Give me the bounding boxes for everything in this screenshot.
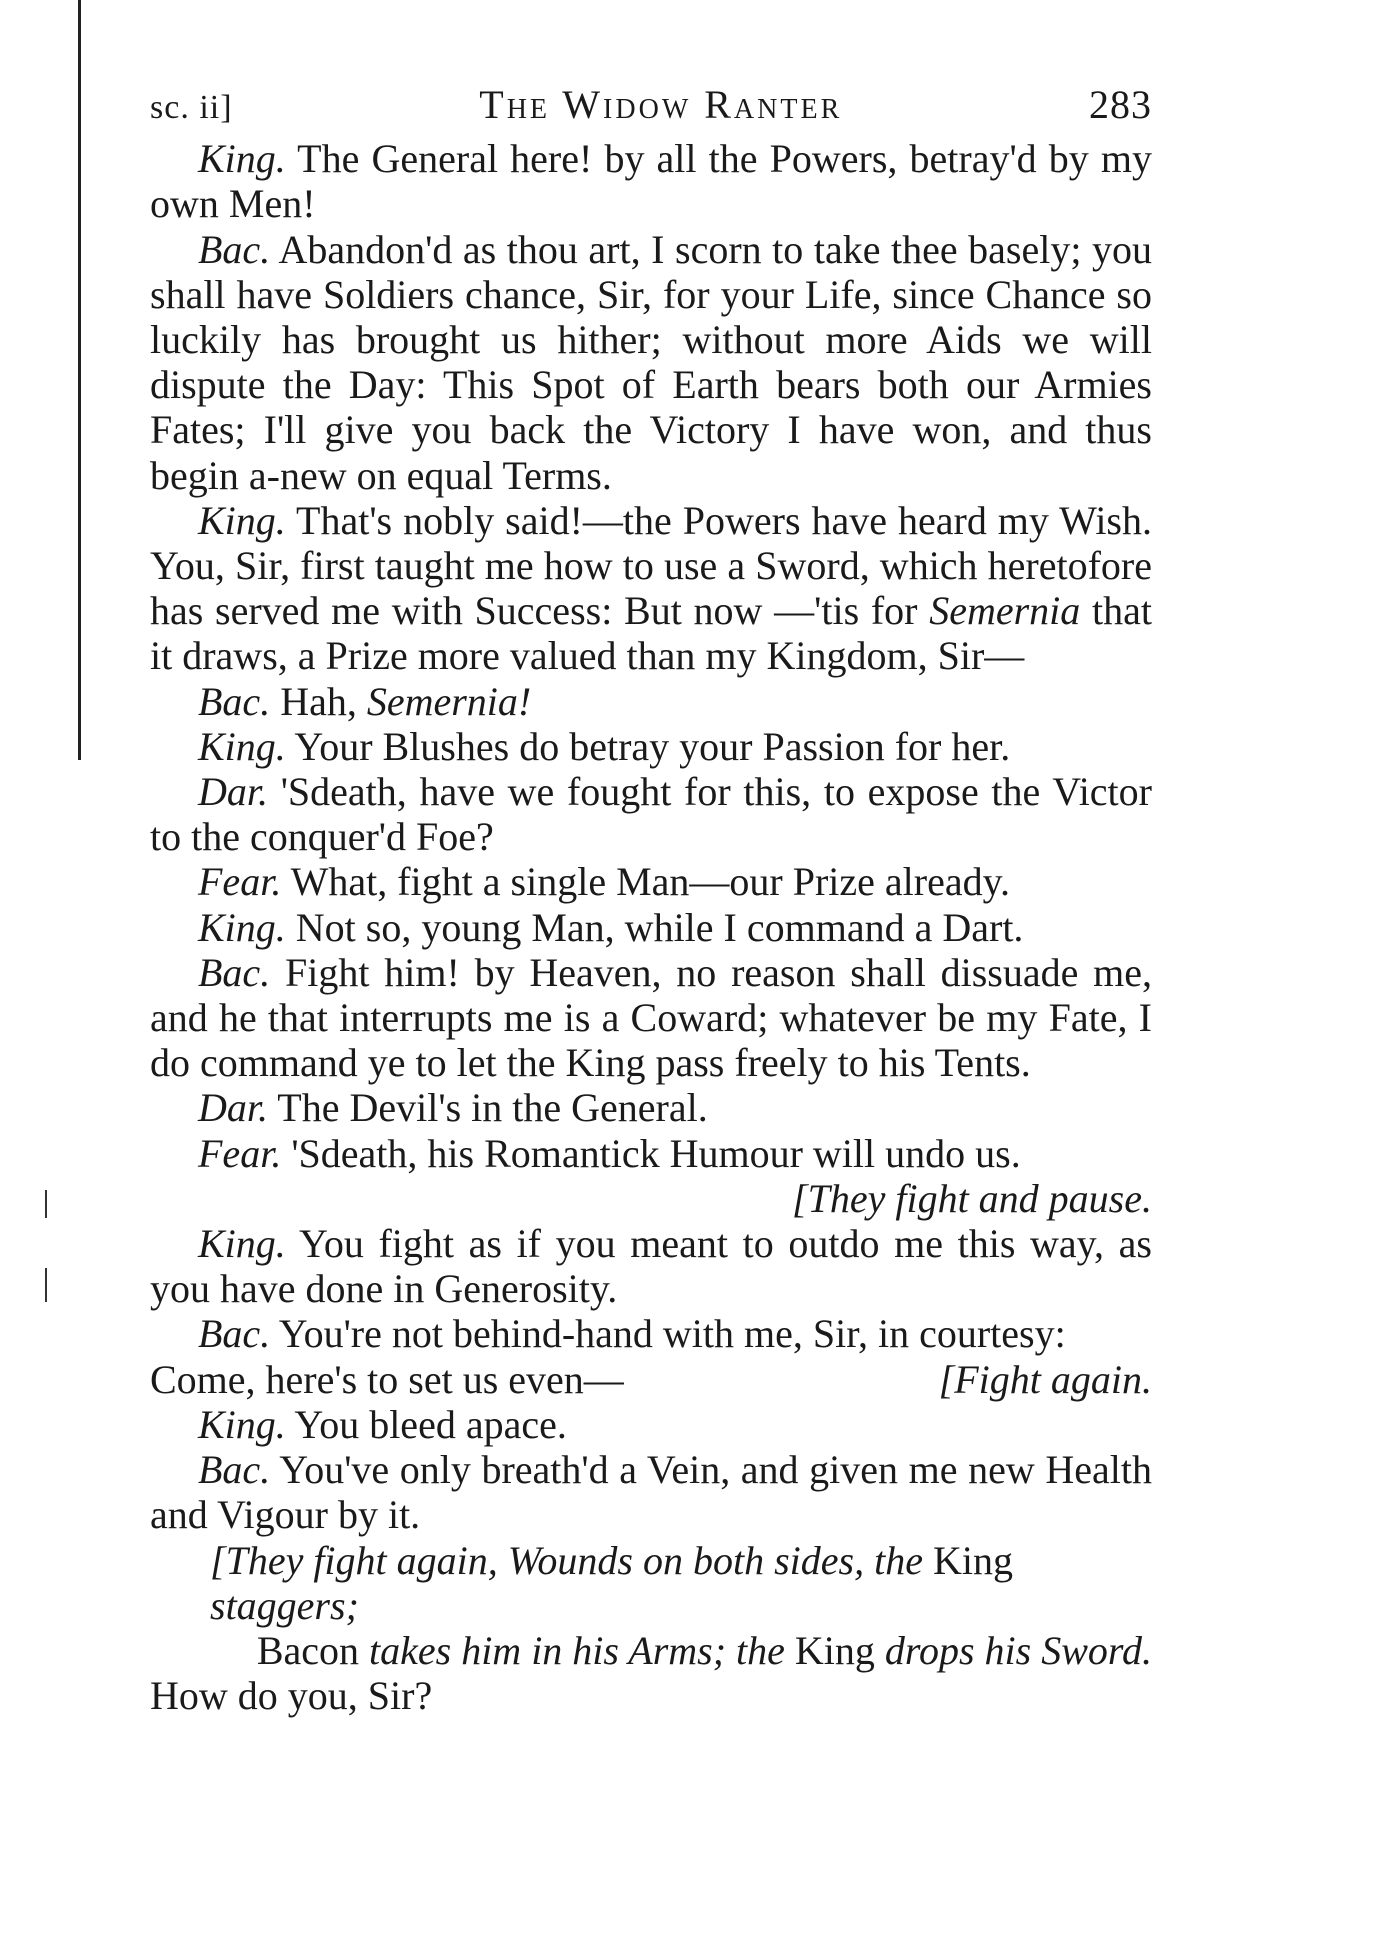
speaker: King. bbox=[198, 1221, 286, 1267]
speaker: King. bbox=[198, 136, 286, 182]
speaker: King. bbox=[198, 723, 286, 769]
speech-text: Come, here's to set us even— bbox=[150, 1356, 624, 1402]
speech-text: What, fight a single Man—our Prize already. bbox=[281, 859, 1010, 905]
speaker: King. bbox=[198, 497, 286, 543]
header-scene: sc. ii] bbox=[150, 89, 233, 126]
page-edge-line bbox=[78, 0, 81, 760]
speaker: Bac. bbox=[198, 1447, 271, 1493]
speech-text: 'Sdeath, his Romantick Humour will undo us. bbox=[281, 1130, 1021, 1176]
running-header bbox=[150, 82, 1152, 130]
speech-text: That's nobly said!—the Powers have heard my Wish. You, Sir, first taught me how to use a Sword, which heretofore has served me with Success: But now —'tis for bbox=[150, 497, 1152, 634]
speech-text: You bleed apace. bbox=[285, 1401, 567, 1447]
speaker: Dar. bbox=[198, 1085, 269, 1131]
stage-direction-text: [They fight again, Wounds on both sides, the bbox=[210, 1537, 933, 1583]
speaker: Bac. bbox=[198, 226, 271, 272]
speech-text: The Devil's in the General. bbox=[268, 1085, 708, 1131]
stage-direction bbox=[150, 1628, 1152, 1673]
stage-direction: [Fight again. bbox=[938, 1356, 1152, 1402]
speech bbox=[150, 769, 1152, 859]
speech-text: 'Sdeath, have we fought for this, to expose the Victor to the conquer'd Foe? bbox=[150, 769, 1152, 860]
stage-direction-text: drops his Sword. bbox=[874, 1627, 1152, 1673]
speaker: Fear. bbox=[198, 859, 282, 905]
speech-text: Your Blushes do betray your Passion for her. bbox=[285, 723, 1011, 769]
header-title: The Widow Ranter bbox=[479, 82, 843, 127]
edge-mark bbox=[45, 1268, 47, 1302]
speech-text: You fight as if you meant to outdo me this way, as you have done in Generosity. bbox=[150, 1221, 1152, 1312]
speech bbox=[150, 1221, 1152, 1311]
speaker: Dar. bbox=[198, 769, 269, 815]
speaker: King. bbox=[198, 1401, 286, 1447]
name-italic: Semernia! bbox=[366, 678, 532, 724]
speech bbox=[150, 1131, 1152, 1176]
speech bbox=[150, 724, 1152, 769]
speech-text: You're not behind-hand with me, Sir, in courtesy: bbox=[270, 1311, 1066, 1357]
speaker: Fear. bbox=[198, 1130, 282, 1176]
speech-text: Not so, young Man, while I command a Dart. bbox=[285, 904, 1024, 950]
speaker: Bac. bbox=[198, 678, 271, 724]
page-number: 283 bbox=[1088, 82, 1152, 127]
speech bbox=[150, 859, 1152, 904]
speech bbox=[150, 950, 1152, 1086]
stage-direction-name: King bbox=[932, 1537, 1013, 1583]
stage-direction bbox=[150, 1538, 1152, 1628]
speech bbox=[150, 905, 1152, 950]
stage-direction-name: King bbox=[794, 1627, 875, 1673]
stage-direction-name: Bacon bbox=[256, 1627, 359, 1673]
speech bbox=[150, 227, 1152, 498]
speech-text: Hah, bbox=[270, 678, 367, 724]
speaker: Bac. bbox=[198, 1311, 271, 1357]
stage-direction-text: takes him in his Arms; the bbox=[359, 1627, 795, 1673]
speech-line-with-direction bbox=[150, 1357, 1152, 1402]
speech bbox=[150, 1402, 1152, 1447]
speech-text: that it draws, a Prize more valued than my Kingdom, Sir— bbox=[150, 588, 1152, 679]
speech-text: Fight him! by Heaven, no reason shall dissuade me, and he that interrupts me is a Coward; whatever be my Fate, I do command ye to let the King pass freely to his Tents. bbox=[150, 949, 1152, 1086]
speaker: King. bbox=[198, 904, 286, 950]
speech bbox=[150, 1085, 1152, 1130]
speaker: Bac. bbox=[198, 949, 271, 995]
speech-text: How do you, Sir? bbox=[150, 1673, 433, 1719]
speech bbox=[150, 1311, 1152, 1356]
book-page bbox=[150, 82, 1152, 1718]
name-italic: Semernia bbox=[929, 588, 1081, 634]
speech bbox=[150, 1447, 1152, 1537]
speech-text: Abandon'd as thou art, I scorn to take thee basely; you shall have Soldiers chance, Sir, for your Life, since Chance so luckily has brought us hither; without more Aids we will dispute the Day: This Spot of Earth bears both our Armies Fates; I'll give you back the Victory I have won, and thus begin a-new on equal Terms. bbox=[150, 226, 1152, 498]
speech bbox=[150, 498, 1152, 679]
speech-text: The General here! by all the Powers, betray'd by my own Men! bbox=[150, 136, 1152, 227]
speech bbox=[150, 679, 1152, 724]
stage-direction: [They fight and pause. bbox=[792, 1175, 1152, 1221]
edge-mark bbox=[45, 1190, 47, 1218]
speech-text: You've only breath'd a Vein, and given me new Health and Vigour by it. bbox=[150, 1447, 1152, 1538]
stage-direction-text: staggers; bbox=[210, 1582, 359, 1628]
speech bbox=[150, 136, 1152, 226]
